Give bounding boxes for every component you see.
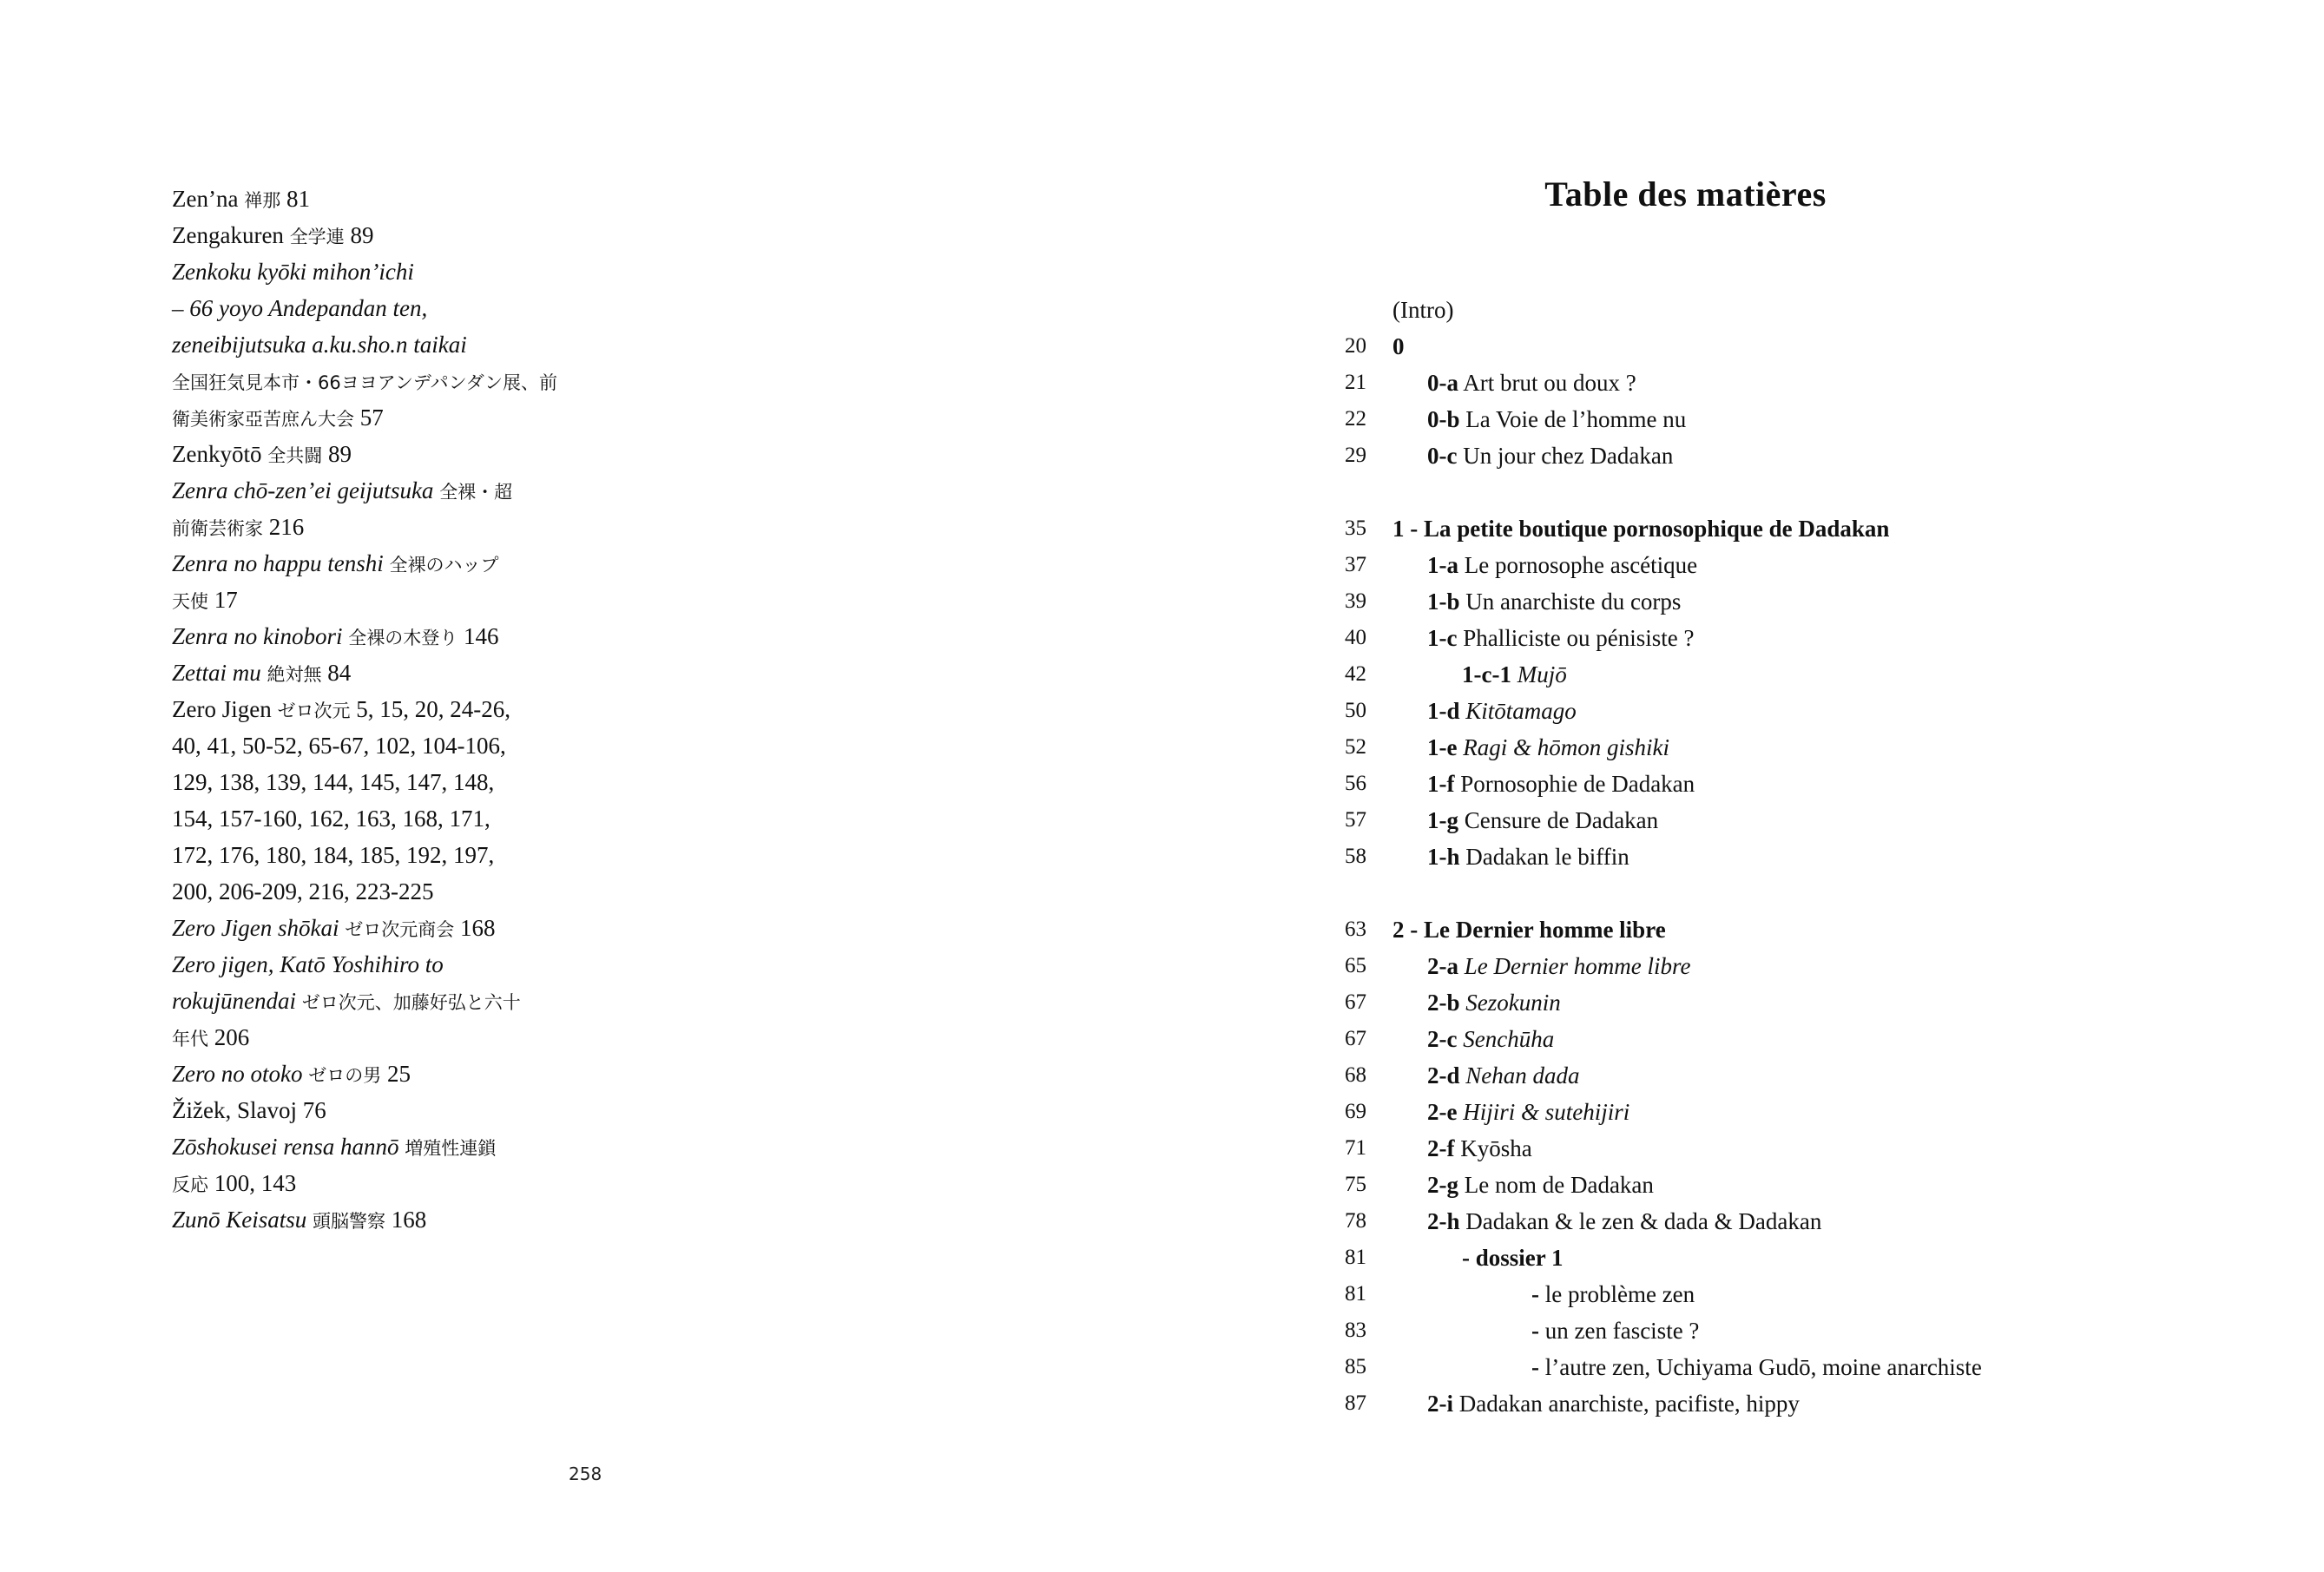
- index-text: 206: [208, 1024, 250, 1050]
- toc-title: Table des matières: [1544, 174, 1827, 214]
- index-text: Zettai mu: [172, 660, 261, 686]
- toc-entry: [1332, 693, 2252, 729]
- index-text: Zero Jigen shōkai: [172, 915, 339, 941]
- toc-entry-title: [1392, 1312, 1699, 1349]
- toc-page-number: 67: [1345, 990, 1366, 1014]
- toc-entry-title: [1392, 802, 1658, 839]
- toc-entry-text: 2-a: [1427, 953, 1458, 979]
- index-text: Žižek, Slavoj 76: [172, 1097, 326, 1123]
- index-line: [172, 436, 710, 472]
- index-text: 129, 138, 139, 144, 145, 147, 148,: [172, 769, 495, 795]
- toc-spacer: [1332, 875, 2252, 911]
- toc-page-number: 87: [1345, 1391, 1366, 1415]
- toc-entry: [1332, 1349, 2252, 1385]
- index-text: 168: [454, 915, 496, 941]
- toc-entry: [1332, 1203, 2252, 1240]
- toc-entry-text: 2-b: [1427, 990, 1460, 1016]
- toc-entry: [1332, 1276, 2252, 1312]
- toc-entry-text: Art brut ou doux ?: [1458, 370, 1636, 396]
- index-line: [172, 290, 710, 326]
- index-term-japanese: 全学連: [289, 227, 345, 247]
- index-line: [172, 727, 710, 764]
- index-text: 40, 41, 50-52, 65-67, 102, 104-106,: [172, 733, 506, 759]
- toc-entry-text: -: [1531, 1318, 1539, 1344]
- index-line: [172, 326, 710, 363]
- index-line: [172, 837, 710, 873]
- toc-page-number: 58: [1345, 845, 1366, 868]
- toc-entry-text: un zen fasciste ?: [1539, 1318, 1700, 1344]
- index-text: 168: [385, 1207, 427, 1233]
- toc-page-number: 71: [1345, 1136, 1366, 1160]
- index-line: [172, 1128, 710, 1165]
- toc-entry-text: Censure de Dadakan: [1458, 807, 1659, 833]
- toc-entry: [1332, 1385, 2252, 1422]
- index-line: [172, 1201, 710, 1238]
- toc-entry-title: [1392, 1385, 1800, 1422]
- toc-entry-text: 1 - La petite boutique pornosophique de Dadakan: [1392, 516, 1890, 542]
- index-text: [261, 660, 267, 686]
- index-line: [172, 873, 710, 910]
- index-term-japanese: 増殖性連鎖: [405, 1138, 497, 1159]
- toc-page-number: 81: [1345, 1282, 1366, 1306]
- index-line: [172, 509, 710, 545]
- toc-entry: [1332, 547, 2252, 583]
- index-text: Zenra no happu tenshi: [172, 550, 384, 576]
- index-text: Zero jigen, Katō Yoshihiro to: [172, 951, 444, 977]
- toc-entry-text: 2-c: [1427, 1026, 1458, 1052]
- index-text: 17: [208, 587, 238, 613]
- index-line: [172, 399, 710, 436]
- toc-entry-text: 0-b: [1427, 406, 1460, 432]
- toc-entry: [1332, 1167, 2252, 1203]
- page-number: 258: [569, 1463, 602, 1484]
- index-term-japanese: ゼロの男: [308, 1065, 382, 1086]
- toc-page-number: 57: [1345, 808, 1366, 832]
- toc-entry-text: Le Dernier homme libre: [1464, 953, 1691, 979]
- toc-entry-text: - dossier 1: [1462, 1245, 1564, 1271]
- toc-page-number: 81: [1345, 1246, 1366, 1269]
- toc-entry-title: [1392, 1203, 1821, 1240]
- toc-entry-text: Mujō: [1517, 661, 1567, 687]
- toc-page-number: 63: [1345, 918, 1366, 941]
- index-text: 84: [321, 660, 352, 686]
- toc-entry-text: Un anarchiste du corps: [1459, 589, 1682, 615]
- toc-entry-text: [1458, 953, 1465, 979]
- toc-entry-text: Senchūha: [1463, 1026, 1555, 1052]
- toc-entry-text: l’autre zen, Uchiyama Gudō, moine anarchiste: [1539, 1354, 1982, 1380]
- toc-entry-text: 2 - Le Dernier homme libre: [1392, 917, 1666, 943]
- toc-page-number: 20: [1345, 334, 1366, 358]
- index-text: 216: [263, 514, 305, 540]
- right-page: [1162, 0, 2324, 1572]
- index-term-japanese: 全共闘: [267, 445, 323, 466]
- toc-entry-text: Le pornosophe ascétique: [1458, 552, 1698, 578]
- index-term-japanese: 反応: [172, 1174, 208, 1195]
- index-term-japanese: 全裸のハップ: [389, 555, 499, 576]
- toc-entry: [1332, 802, 2252, 839]
- index-line: [172, 1056, 710, 1092]
- toc-entry-title: [1392, 948, 1690, 984]
- toc-entry-title: [1392, 1130, 1532, 1167]
- toc-entry-title: [1392, 911, 1666, 948]
- index-text: rokujūnendai: [172, 988, 296, 1014]
- index-text: Zunō Keisatsu: [172, 1207, 307, 1233]
- index-term-japanese: 天使: [172, 591, 208, 612]
- index-text: zeneibijutsuka a.ku.sho.n taikai: [172, 332, 467, 358]
- toc-entry-title: [1392, 1276, 1695, 1312]
- index-line: [172, 253, 710, 290]
- toc-entry-title: [1392, 583, 1681, 620]
- index-text: 172, 176, 180, 184, 185, 192, 197,: [172, 842, 495, 868]
- toc-entry: [1332, 583, 2252, 620]
- toc-page-number: 37: [1345, 553, 1366, 576]
- toc-entry: [1332, 839, 2252, 875]
- toc-list: [1332, 292, 2252, 1422]
- index-text: 200, 206-209, 216, 223-225: [172, 878, 434, 904]
- index-text: Zenra no kinobori: [172, 623, 343, 649]
- index-text: Zōshokusei rensa hannō: [172, 1134, 399, 1160]
- index-line: [172, 472, 710, 509]
- toc-entry: [1332, 1021, 2252, 1057]
- index-term-japanese: 年代: [172, 1029, 208, 1049]
- toc-entry: [1332, 620, 2252, 656]
- toc-entry: [1332, 401, 2252, 437]
- index-term-japanese: 前衛芸術家: [172, 518, 263, 539]
- toc-entry-title: [1392, 547, 1697, 583]
- index-line: [172, 946, 710, 983]
- index-text: [296, 988, 302, 1014]
- toc-entry-text: La Voie de l’homme nu: [1459, 406, 1687, 432]
- toc-entry-text: Hijiri & sutehijiri: [1463, 1099, 1630, 1125]
- index-line: [172, 654, 710, 691]
- toc-entry-text: Dadakan anarchiste, pacifiste, hippy: [1453, 1391, 1800, 1417]
- index-line: [172, 800, 710, 837]
- toc-entry-text: 1-f: [1427, 771, 1455, 797]
- index-term-japanese: 禅那: [244, 190, 281, 211]
- toc-entry-text: 2-f: [1427, 1135, 1455, 1161]
- index-line: [172, 1019, 710, 1056]
- toc-entry-text: 0: [1392, 333, 1405, 359]
- toc-entry-title: [1392, 510, 1889, 547]
- toc-entry-title: [1392, 620, 1694, 656]
- toc-entry-text: Kitōtamago: [1465, 698, 1577, 724]
- toc-page-number: 29: [1345, 444, 1366, 467]
- index-line: [172, 910, 710, 946]
- index-text: [384, 550, 390, 576]
- index-text: – 66 yoyo Andepandan ten,: [172, 295, 428, 321]
- index-text: Zero no otoko: [172, 1061, 303, 1087]
- toc-entry: [1332, 984, 2252, 1021]
- toc-entry: [1332, 292, 2252, 328]
- toc-entry-title: [1392, 437, 1673, 474]
- index-text: Zenkyōtō: [172, 441, 268, 467]
- toc-entry-text: 1-h: [1427, 844, 1460, 870]
- toc-entry-title: [1392, 401, 1686, 437]
- toc-entry-text: 2-i: [1427, 1391, 1453, 1417]
- toc-entry-text: 0-a: [1427, 370, 1458, 396]
- index-text: Zenkoku kyōki mihon’ichi: [172, 259, 414, 285]
- toc-entry: [1332, 1094, 2252, 1130]
- toc-entry-text: -: [1531, 1281, 1539, 1307]
- index-text: Zen’na: [172, 186, 245, 212]
- toc-entry-title: [1392, 729, 1669, 766]
- toc-entry-text: 1-g: [1427, 807, 1458, 833]
- toc-page-number: 42: [1345, 662, 1366, 686]
- toc-entry-title: [1392, 365, 1636, 401]
- toc-entry: [1332, 1312, 2252, 1349]
- toc-entry-text: 2-e: [1427, 1099, 1458, 1125]
- toc-entry: [1332, 1240, 2252, 1276]
- toc-entry-text: Pornosophie de Dadakan: [1454, 771, 1695, 797]
- toc-entry: [1332, 1130, 2252, 1167]
- index-line: [172, 618, 710, 654]
- toc-page-number: 68: [1345, 1063, 1366, 1087]
- toc-entry: [1332, 437, 2252, 474]
- toc-entry: [1332, 911, 2252, 948]
- index-term-japanese: 頭脳警察: [313, 1211, 386, 1232]
- toc-entry-text: 2-h: [1427, 1208, 1460, 1234]
- toc-entry: [1332, 948, 2252, 984]
- toc-entry: [1332, 510, 2252, 547]
- toc-page-number: 85: [1345, 1355, 1366, 1378]
- toc-entry-text: 0-c: [1427, 443, 1458, 469]
- index-list: [172, 181, 710, 1238]
- toc-page-number: 39: [1345, 589, 1366, 613]
- index-line: [172, 691, 710, 727]
- toc-entry-title: [1392, 328, 1405, 365]
- index-line: [172, 363, 710, 399]
- toc-entry-title: [1392, 1057, 1580, 1094]
- toc-entry-title: [1392, 693, 1577, 729]
- toc-page-number: 35: [1345, 516, 1366, 540]
- index-text: Zengakuren: [172, 222, 290, 248]
- index-line: [172, 545, 710, 582]
- index-term-japanese: 全裸の木登り: [348, 628, 458, 648]
- toc-entry: [1332, 729, 2252, 766]
- toc-entry-title: [1392, 1094, 1629, 1130]
- toc-page-number: 40: [1345, 626, 1366, 649]
- toc-entry-text: Dadakan & le zen & dada & Dadakan: [1459, 1208, 1822, 1234]
- index-text: Zero Jigen: [172, 696, 278, 722]
- toc-entry-title: [1392, 984, 1561, 1021]
- index-term-japanese: 全裸・超: [439, 482, 513, 503]
- toc-entry-text: 1-d: [1427, 698, 1460, 724]
- toc-entry: [1332, 766, 2252, 802]
- toc-entry-text: 1-c: [1427, 625, 1458, 651]
- index-text: 100, 143: [208, 1170, 297, 1196]
- index-text: Zenra chō-zen’ei geijutsuka: [172, 477, 434, 503]
- toc-page-number: 21: [1345, 371, 1366, 394]
- toc-page-number: 67: [1345, 1027, 1366, 1050]
- index-term-japanese: ゼロ次元: [277, 700, 351, 721]
- index-text: 25: [381, 1061, 411, 1087]
- toc-page-number: 83: [1345, 1319, 1366, 1342]
- toc-page-number: 56: [1345, 772, 1366, 795]
- toc-entry-title: [1392, 292, 1453, 328]
- toc-entry-text: [1511, 661, 1518, 687]
- index-text: 81: [280, 186, 310, 212]
- toc-page-number: 78: [1345, 1209, 1366, 1233]
- toc-entry-title: [1392, 1349, 1982, 1385]
- toc-page-number: 50: [1345, 699, 1366, 722]
- index-text: 5, 15, 20, 24-26,: [350, 696, 510, 722]
- toc-spacer: [1332, 474, 2252, 510]
- toc-entry-text: 2-d: [1427, 1062, 1460, 1089]
- toc-entry-text: Ragi & hōmon gishiki: [1463, 734, 1669, 760]
- toc-entry-title: [1392, 1021, 1554, 1057]
- toc-entry-text: 1-a: [1427, 552, 1458, 578]
- toc-page-number: 52: [1345, 735, 1366, 759]
- index-text: 57: [354, 405, 384, 431]
- index-line: [172, 764, 710, 800]
- toc-entry-text: Dadakan le biffin: [1459, 844, 1629, 870]
- toc-page-number: 69: [1345, 1100, 1366, 1123]
- toc-entry-text: Phalliciste ou pénisiste ?: [1457, 625, 1695, 651]
- toc-entry: [1332, 328, 2252, 365]
- index-text: 89: [322, 441, 352, 467]
- toc-entry-text: Un jour chez Dadakan: [1457, 443, 1674, 469]
- toc-entry-text: 1-c-1: [1462, 661, 1511, 687]
- toc-entry-title: [1392, 1240, 1564, 1276]
- index-text: 154, 157-160, 162, 163, 168, 171,: [172, 806, 490, 832]
- toc-entry-title: [1392, 656, 1567, 693]
- toc-entry-title: [1392, 766, 1695, 802]
- index-line: [172, 181, 710, 217]
- index-term-japanese: ゼロ次元商会: [345, 919, 455, 940]
- toc-entry-text: 1-b: [1427, 589, 1460, 615]
- index-term-japanese: 絶対無: [267, 664, 322, 685]
- index-line: [172, 217, 710, 253]
- toc-entry: [1332, 365, 2252, 401]
- index-term-japanese: 全国狂気見本市・66ヨヨアンデパンダン展、前: [172, 372, 557, 393]
- index-line: [172, 582, 710, 618]
- index-term-japanese: ゼロ次元、加藤好弘と六十: [301, 992, 521, 1013]
- index-line: [172, 983, 710, 1019]
- index-line: [172, 1165, 710, 1201]
- toc-entry-text: (Intro): [1392, 297, 1454, 323]
- index-text: 146: [458, 623, 499, 649]
- toc-entry-text: Sezokunin: [1465, 990, 1561, 1016]
- toc-entry-text: 1-e: [1427, 734, 1458, 760]
- toc-entry-text: le problème zen: [1539, 1281, 1695, 1307]
- index-line: [172, 1092, 710, 1128]
- toc-entry-text: -: [1531, 1354, 1539, 1380]
- toc-entry-title: [1392, 1167, 1654, 1203]
- toc-entry-text: Kyōsha: [1454, 1135, 1532, 1161]
- toc-entry: [1332, 656, 2252, 693]
- index-term-japanese: 衛美術家亞苦庶ん大会: [172, 409, 354, 430]
- toc-entry-text: 2-g: [1427, 1172, 1458, 1198]
- index-text: 89: [344, 222, 374, 248]
- toc-page-number: 65: [1345, 954, 1366, 977]
- toc-page-number: 22: [1345, 407, 1366, 431]
- toc-entry-text: Nehan dada: [1465, 1062, 1580, 1089]
- toc-entry-text: Le nom de Dadakan: [1458, 1172, 1654, 1198]
- toc-page-number: 75: [1345, 1173, 1366, 1196]
- toc-entry-title: [1392, 839, 1629, 875]
- toc-entry: [1332, 1057, 2252, 1094]
